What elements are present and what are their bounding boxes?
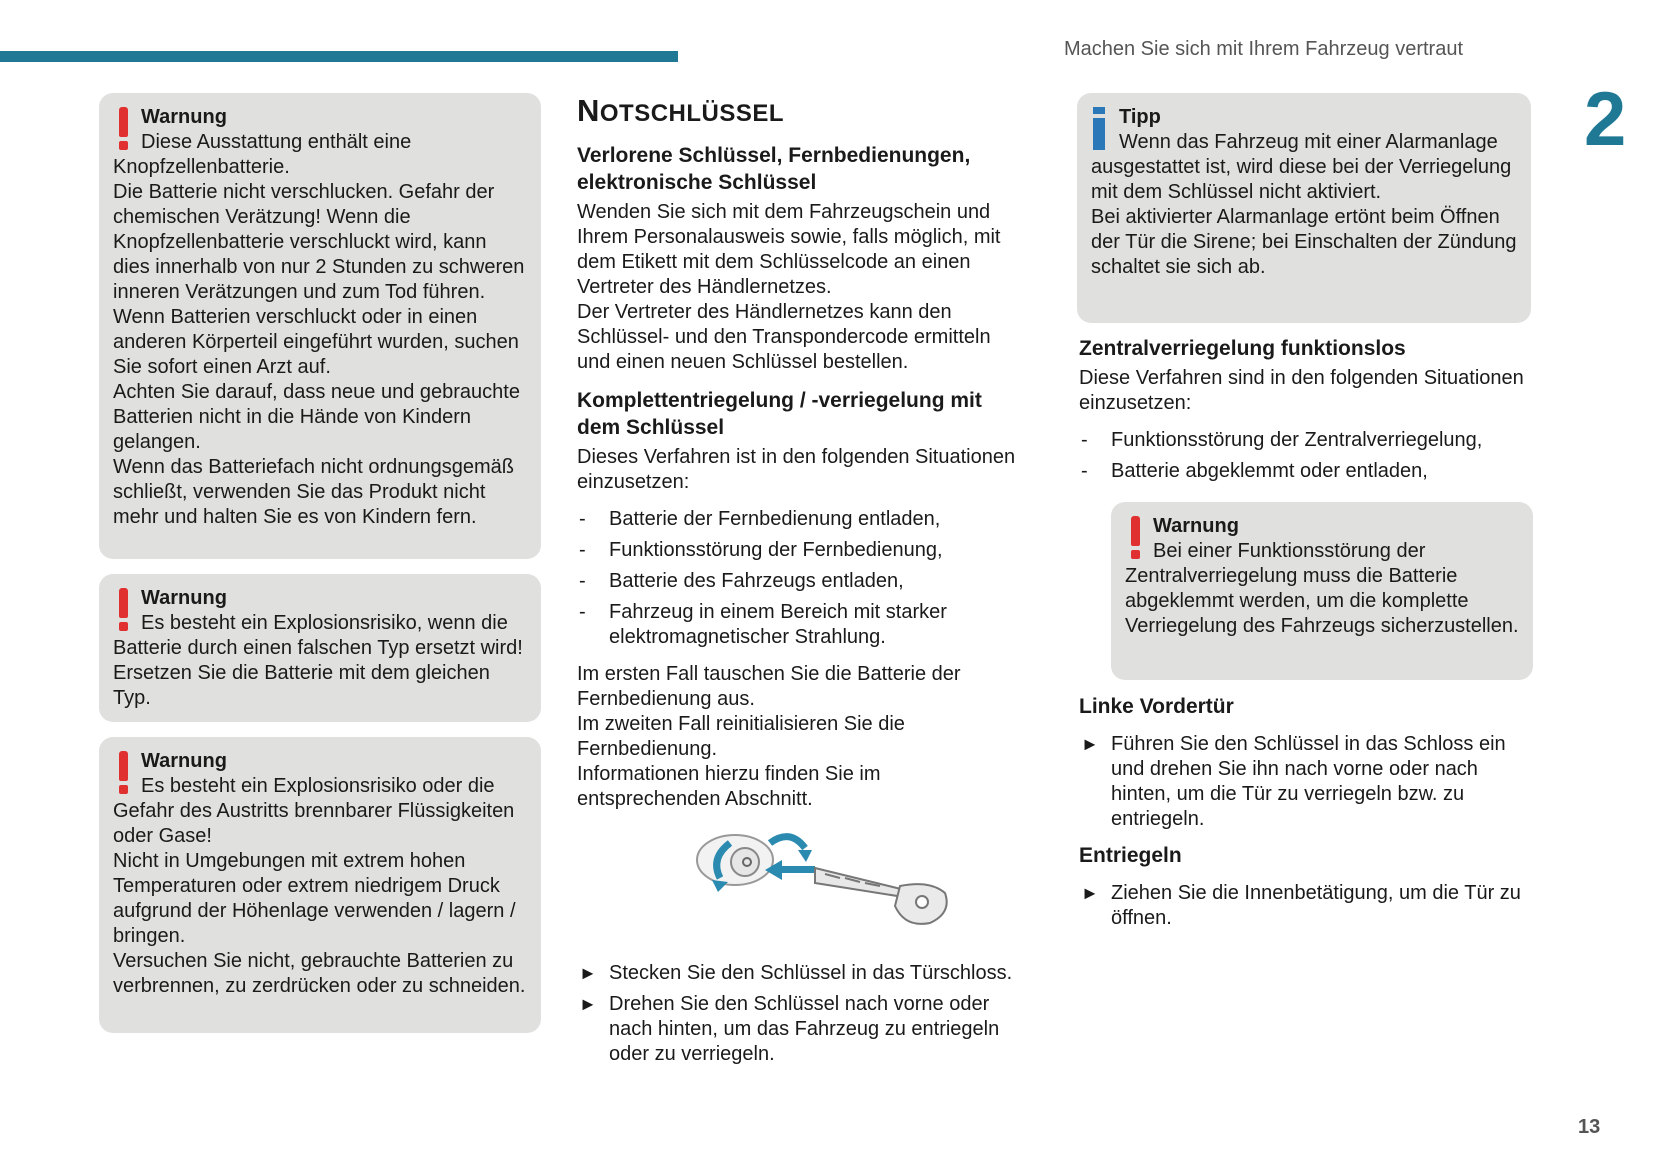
warning-icon — [1125, 514, 1147, 560]
paragraph: Diese Verfahren sind in den folgenden Situationen einzusetzen: — [1079, 367, 1524, 414]
tip-text: Bei aktivierter Alarmanlage ertönt beim Öffnen der Tür die Sirene; bei Einschalten der Zündung schaltet sie sich ab. — [1091, 206, 1517, 278]
paragraph: Der Vertreter des Händlernetzes kann den Schlüssel- und den Transpondercode ermitteln und einen neuen Schlüssel bestellen. — [577, 301, 991, 373]
warning-text: Die Batterie nicht verschlucken. Gefahr der chemischen Verätzung! Wenn die Knopfzellenbatterie verschluckt wird, kann dies innerhalb von nur 2 Stunden zu schweren inneren Verätzungen und zum Tod führen. — [113, 181, 525, 303]
list-item: - Funktionsstörung der Zentralverriegelung, — [1081, 429, 1483, 451]
warning-box-explosion-type — [99, 574, 541, 722]
step-item: ► Führen Sie den Schlüssel in das Schloss ein und drehen Sie ihn nach vorne oder nach hinten, um die Tür zu verriegeln bzw. zu entriegeln. — [1081, 733, 1506, 830]
subheading-front-left-door: Linke Vordertür — [1079, 695, 1234, 718]
tip-title: Tipp — [1119, 106, 1161, 128]
step-item: ► Drehen Sie den Schlüssel nach vorne oder nach hinten, um das Fahrzeug zu entriegeln oder zu verriegeln. — [579, 993, 1000, 1065]
list-item: - Batterie des Fahrzeugs entladen, — [579, 570, 904, 592]
list-item: - Funktionsstörung der Fernbedienung, — [579, 539, 943, 561]
page-number: 13 — [1578, 1116, 1601, 1138]
chapter-number: 2 — [1584, 77, 1627, 162]
page-title: NOTSCHLÜSSEL — [577, 93, 785, 128]
header-accent-bar — [0, 51, 678, 62]
warning-box-central-locking — [1111, 502, 1533, 680]
warning-text: Wenn das Batteriefach nicht ordnungsgemäß schließt, verwenden Sie das Produkt nicht mehr und halten Sie es von Kindern fern. — [113, 456, 514, 528]
step-list — [1079, 732, 1533, 832]
warning-text: Bei einer Funktionsstörung der Zentralverriegelung muss die Batterie abgeklemmt werden, um die komplette Verriegelung des Fahrzeugs sicherzustellen. — [1125, 540, 1519, 637]
warning-box-explosion-gas — [99, 737, 541, 1033]
list-item: - Batterie abgeklemmt oder entladen, — [1081, 460, 1428, 482]
section-title: Machen Sie sich mit Ihrem Fahrzeug vertraut — [1063, 38, 1463, 60]
warning-text: Es besteht ein Explosionsrisiko oder die Gefahr des Austritts brennbarer Flüssigkeiten oder Gase! — [113, 775, 515, 847]
paragraph: Dieses Verfahren ist in den folgenden Situationen einzusetzen: — [577, 446, 1016, 493]
list-item: - Fahrzeug in einem Bereich mit starker elektromagnetischer Strahlung. — [579, 601, 947, 648]
warning-icon — [113, 586, 135, 632]
section-central-locking — [1079, 335, 1533, 490]
paragraph: Informationen hierzu finden Sie im entsprechenden Abschnitt. — [577, 763, 881, 810]
info-icon — [1091, 105, 1113, 151]
warning-text: Es besteht ein Explosionsrisiko, wenn die Batterie durch einen falschen Typ ersetzt wird! Ersetzen Sie die Batterie mit dem gleichen Typ. — [113, 612, 523, 709]
paragraph: Wenden Sie sich mit dem Fahrzeugschein und Ihrem Personalausweis sowie, falls möglich, mit dem Etikett mit dem Schlüsselcode an einen Vertreter des Händlernetzes. — [577, 201, 1001, 298]
step-list — [1079, 881, 1533, 931]
step-list — [577, 961, 1027, 1067]
situation-list — [577, 507, 1027, 650]
subheading-central-locking: Zentralverriegelung funktionslos — [1079, 337, 1406, 360]
paragraph: Im zweiten Fall reinitialisieren Sie die Fernbedienung. — [577, 713, 905, 760]
section-lost-keys — [577, 142, 1027, 812]
subheading-unlock: Entriegeln — [1079, 844, 1182, 867]
warning-text: Diese Ausstattung enthält eine Knopfzellenbatterie. — [113, 131, 412, 178]
warning-icon — [113, 105, 135, 151]
tip-box-alarm — [1077, 93, 1531, 323]
key-lock-illustration — [690, 828, 960, 938]
warning-title: Warnung — [1153, 515, 1239, 537]
warning-title: Warnung — [141, 106, 227, 128]
warning-title: Warnung — [141, 750, 227, 772]
warning-text: Wenn Batterien verschluckt oder in einen anderen Körperteil eingeführt wurden, suchen Sie sofort einen Arzt auf. — [113, 306, 519, 378]
warning-text: Achten Sie darauf, dass neue und gebrauchte Batterien nicht in die Hände von Kindern gelangen. — [113, 381, 520, 453]
situation-list — [1079, 428, 1533, 484]
warning-text: Versuchen Sie nicht, gebrauchte Batterien zu verbrennen, zu zerdrücken oder zu schneiden. — [113, 950, 526, 997]
paragraph: Im ersten Fall tauschen Sie die Batterie der Fernbedienung aus. — [577, 663, 961, 710]
subheading-lost-keys: Verlorene Schlüssel, Fernbedienungen, elektronische Schlüssel — [577, 144, 971, 194]
section-key-steps — [577, 961, 1027, 1073]
warning-icon — [113, 749, 135, 795]
warning-text: Nicht in Umgebungen mit extrem hohen Temperaturen oder extrem niedrigem Druck aufgrund der Höhenlage verwenden / lagern / bringen. — [113, 850, 516, 947]
tip-text: Wenn das Fahrzeug mit einer Alarmanlage ausgestattet ist, wird diese bei der Verriegelung mit dem Schlüssel nicht aktiviert. — [1091, 131, 1512, 203]
step-item: ► Stecken Sie den Schlüssel in das Türschloss. — [579, 962, 1013, 984]
subheading-complete-unlock: Komplettentriegelung / -verriegelung mit dem Schlüssel — [577, 389, 982, 439]
warning-title: Warnung — [141, 587, 227, 609]
list-item: - Batterie der Fernbedienung entladen, — [579, 508, 941, 530]
warning-box-battery — [99, 93, 541, 559]
section-front-left-door — [1079, 693, 1533, 937]
step-item: ► Ziehen Sie die Innenbetätigung, um die Tür zu öffnen. — [1081, 882, 1521, 929]
